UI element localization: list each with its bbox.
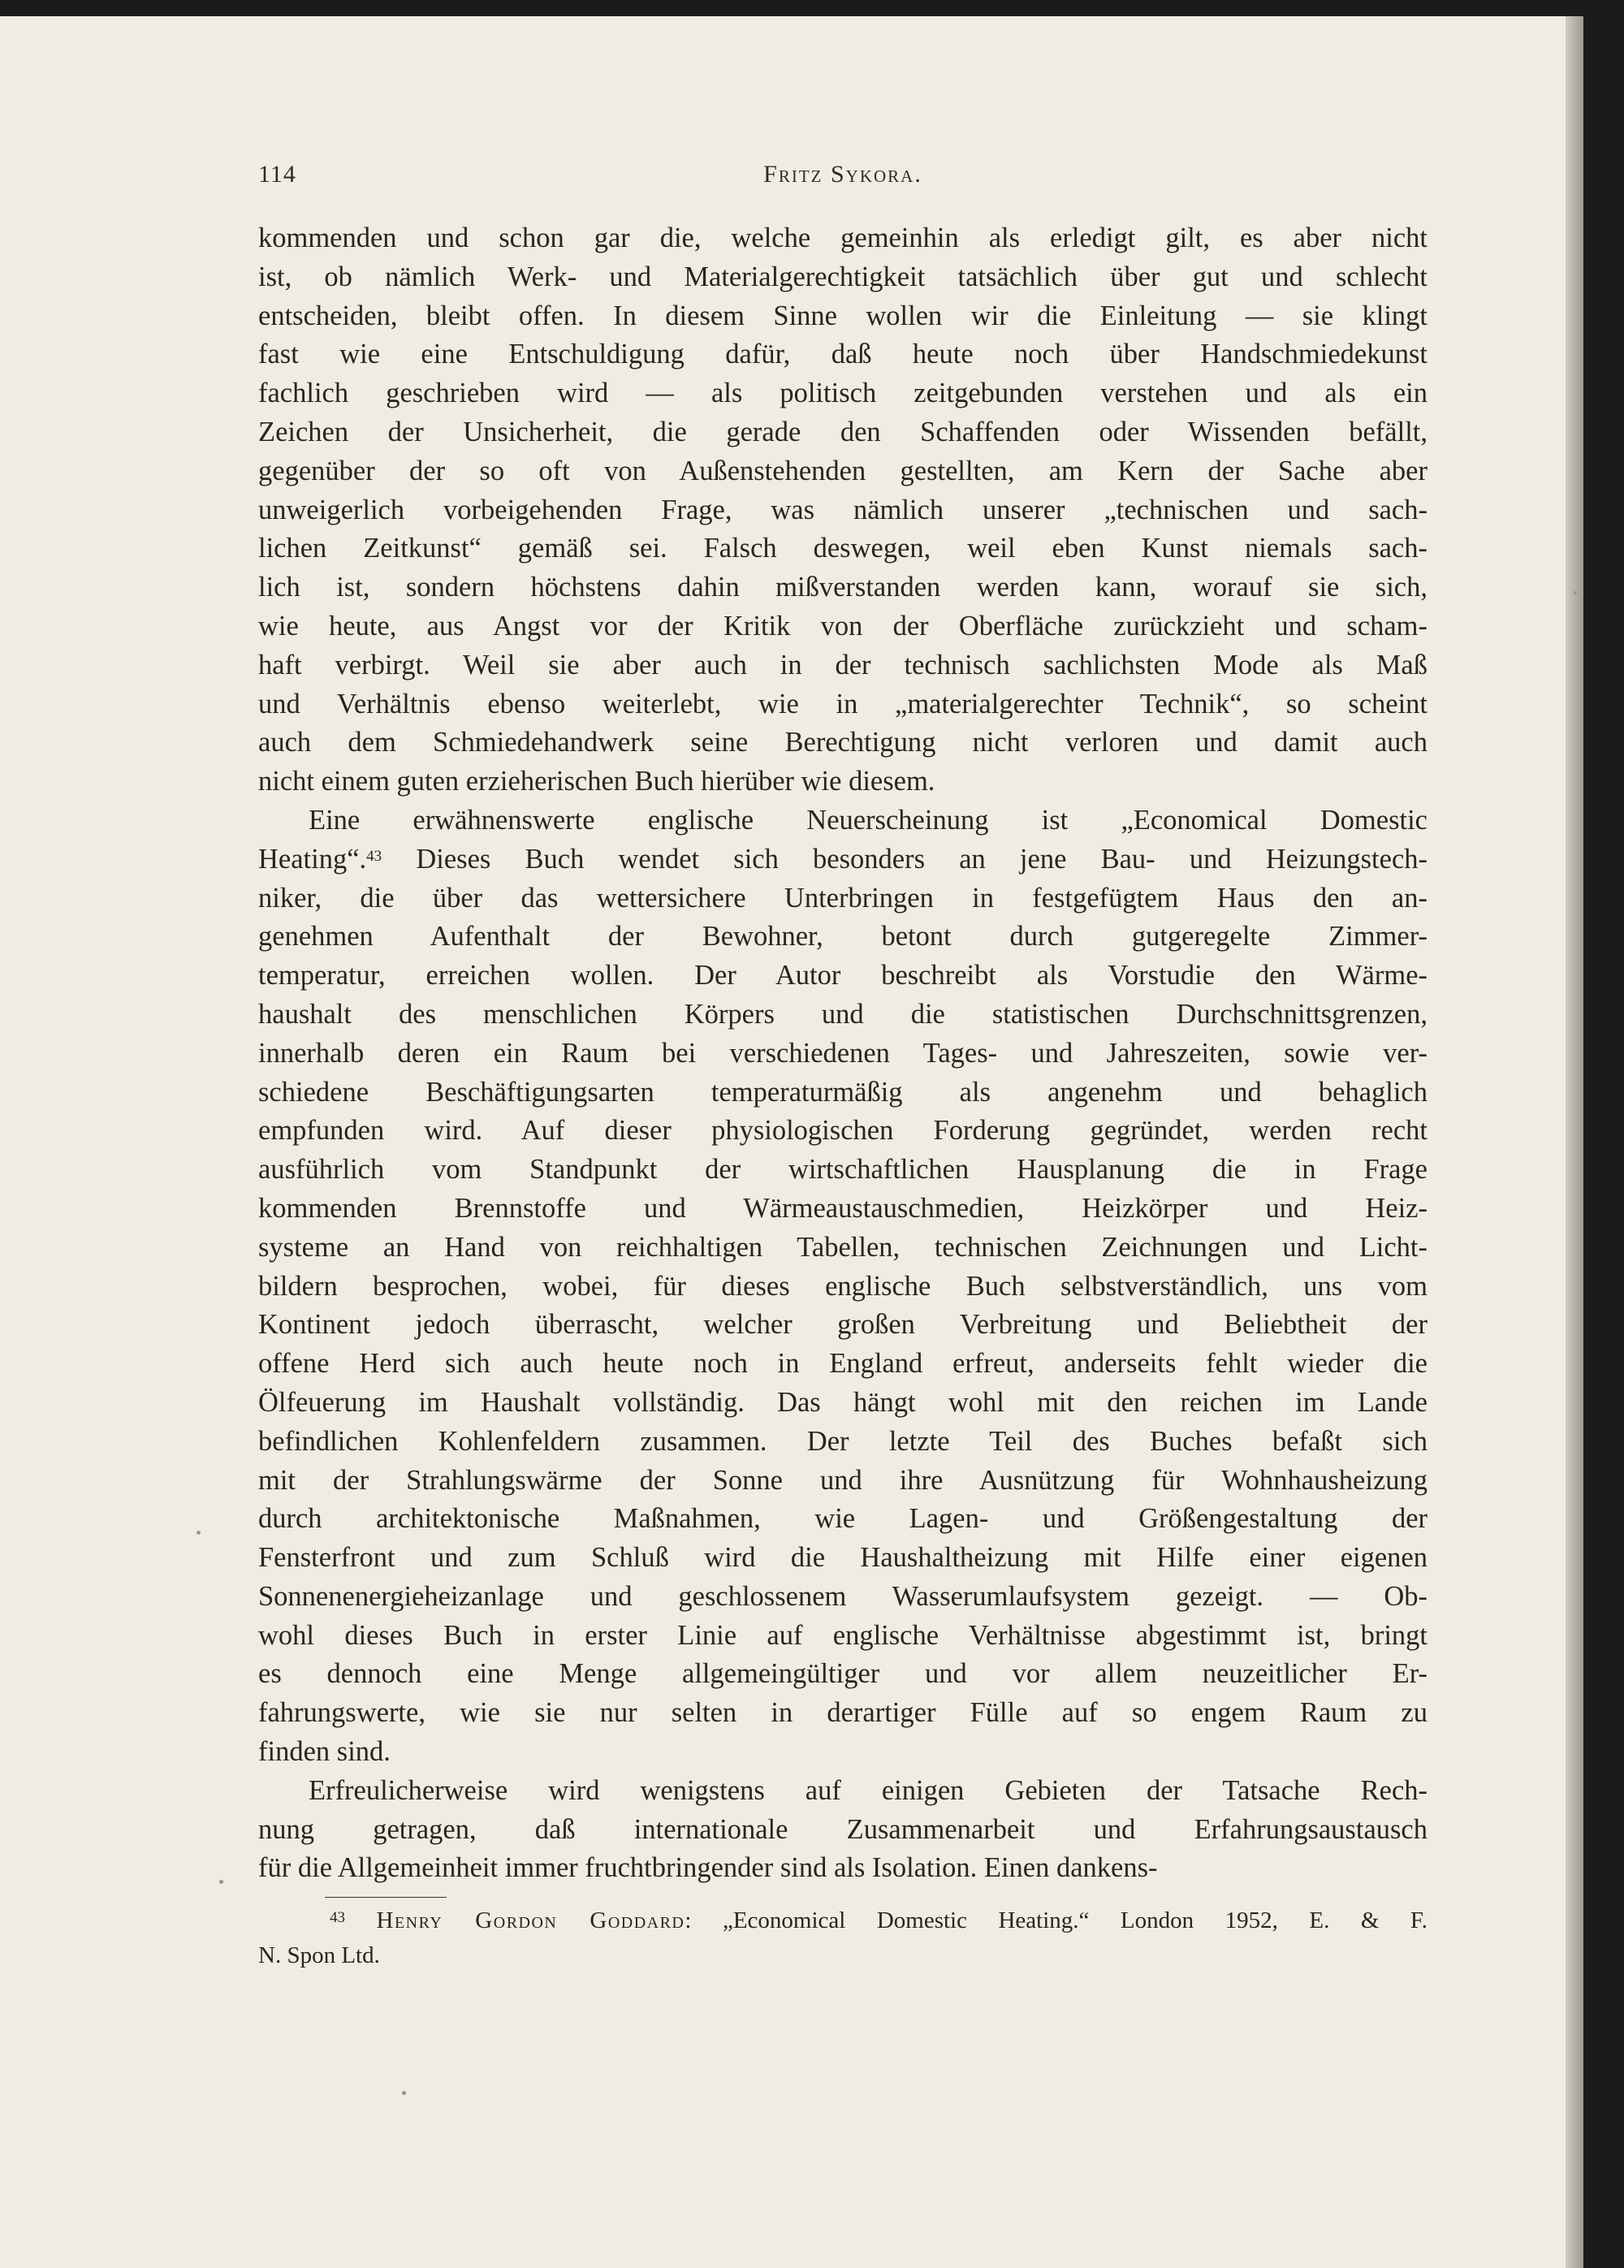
text-line: lichen Zeitkunst“ gemäß sei. Falsch deswegen, weil eben Kunst niemals sach- [258,533,1427,564]
text-line: offene Herd sich auch heute noch in England erfreut, anderseits fehlt wieder die [258,1348,1427,1380]
paper-speck [1574,591,1577,594]
paragraph [258,801,1427,1772]
text-line: unweigerlich vorbeigehenden Frage, was nämlich unserer „technischen und sach- [258,494,1427,525]
text-line: Heating“.$^{43}$ Dieses Buch wendet sich besonders an jene Bau- und Heizungstech- [258,843,1427,875]
text-line: auch dem Schmiedehandwerk seine Berechtigung nicht verloren und damit auch [258,727,1427,758]
paragraph [258,1772,1427,1888]
footnote-line [258,1903,1427,1938]
text-line: Sonnenenergieheizanlage und geschlossenem Wasserumlaufsystem gezeigt. — Ob- [258,1580,1427,1612]
text-line: befindlichen Kohlenfeldern zusammen. Der letzte Teil des Buches befaßt sich [258,1425,1427,1457]
text-line: wohl dieses Buch in erster Linie auf englische Verhältnisse abgestimmt ist, bringt [258,1619,1427,1651]
paper-speck [402,2091,406,2095]
text-line: es dennoch eine Menge allgemeingültiger und vor allem neuzeitlicher Er- [258,1658,1427,1690]
text-line: empfunden wird. Auf dieser physiologischen Forderung gegründet, werden recht [258,1115,1427,1147]
page-header [258,161,1427,193]
text-line: niker, die über das wettersichere Unterbringen in festgefügtem Haus den an- [258,882,1427,914]
paper-speck [197,1531,201,1535]
footnote-marker: 43 [330,1909,345,1926]
text-line: durch architektonische Maßnahmen, wie Lagen- und Größengestaltung der [258,1503,1427,1535]
footnote-reference: 43 [366,847,382,865]
footnote-rule [325,1897,447,1898]
paper-speck [219,1880,223,1884]
running-head: Fritz Sykora. [763,161,922,188]
text-line: systeme an Hand von reichhaltigen Tabellen, technischen Zeichnungen und Licht- [258,1231,1427,1263]
text-line: mit der Strahlungswärme der Sonne und ihre Ausnützung für Wohnhausheizung [258,1464,1427,1496]
footnote-author: Henry Gordon Goddard [376,1907,685,1933]
footnote [258,1903,1427,1973]
text-line: für die Allgemeinheit immer fruchtbringender sind als Isolation. Einen dankens- [258,1852,1158,1884]
text-line: haft verbirgt. Weil sie aber auch in der technisch sachlichsten Mode als Maß [258,649,1427,680]
text-line: finden sind. [258,1736,391,1768]
text-line: Zeichen der Unsicherheit, die gerade den Schaffenden oder Wissenden befällt, [258,416,1427,447]
paragraph [258,219,1427,801]
footnote-line: N. Spon Ltd. [258,1942,380,1968]
text-line: fachlich geschrieben wird — als politisch zeitgebunden verstehen und als ein [258,378,1427,409]
text-line: bildern besprochen, wobei, für dieses englische Buch selbstverständlich, uns vom [258,1270,1427,1302]
page-number: 114 [258,161,296,188]
footnote-citation: : „Economical Domestic Heating.“ London 1952, E. & F. [685,1907,1427,1933]
text-line: kommenden und schon gar die, welche gemeinhin als erledigt gilt, es aber nicht [258,222,1427,253]
text-line: kommenden Brennstoffe und Wärmeaustauschmedien, Heizkörper und Heiz- [258,1192,1427,1224]
text-line: innerhalb deren ein Raum bei verschiedenen Tages- und Jahreszeiten, sowie ver- [258,1037,1427,1069]
text-line: Eine erwähnenswerte englische Neuerscheinung ist „Economical Domestic [309,804,1427,836]
text-line: genehmen Aufenthalt der Bewohner, betont durch gutgeregelte Zimmer- [258,921,1427,953]
text-line: fahrungswerte, wie sie nur selten in derartiger Fülle auf so engem Raum zu [258,1697,1427,1729]
text-line: entscheiden, bleibt offen. In diesem Sinne wollen wir die Einleitung — sie klingt [258,300,1427,331]
text-line: und Verhältnis ebenso weiterlebt, wie in „materialgerechter Technik“, so scheint [258,688,1427,719]
book-page [0,16,1583,2268]
text-line: ausführlich vom Standpunkt der wirtschaftlichen Hausplanung die in Frage [258,1154,1427,1186]
text-line: ist, ob nämlich Werk- und Materialgerechtigkeit tatsächlich über gut und schlecht [258,261,1427,292]
text-line: gegenüber der so oft von Außenstehenden gestellten, am Kern der Sache aber [258,455,1427,486]
text-line: nung getragen, daß internationale Zusammenarbeit und Erfahrungsaustausch [258,1813,1427,1845]
text-line: nicht einem guten erzieherischen Buch hierüber wie diesem. [258,766,935,797]
text-line: schiedene Beschäftigungsarten temperaturmäßig als angenehm und behaglich [258,1076,1427,1108]
text-line: Erfreulicherweise wird wenigstens auf einigen Gebieten der Tatsache Rech- [309,1774,1427,1806]
text-line: haushalt des menschlichen Körpers und die statistischen Durchschnittsgrenzen, [258,998,1427,1030]
body-text [258,219,1427,1888]
text-line: Fensterfront und zum Schluß wird die Haushaltheizung mit Hilfe einer eigenen [258,1542,1427,1574]
text-line: temperatur, erreichen wollen. Der Autor beschreibt als Vorstudie den Wärme- [258,960,1427,991]
text-line: fast wie eine Entschuldigung dafür, daß heute noch über Handschmiedekunst [258,339,1427,370]
page-edge-shadow [1566,16,1583,2268]
text-line: Kontinent jedoch überrascht, welcher großen Verbreitung und Beliebtheit der [258,1309,1427,1341]
text-line: Ölfeuerung im Haushalt vollständig. Das hängt wohl mit den reichen im Lande [258,1386,1427,1418]
text-line: lich ist, sondern höchstens dahin mißverstanden werden kann, worauf sie sich, [258,572,1427,603]
text-line: wie heute, aus Angst vor der Kritik von der Oberfläche zurückzieht und scham- [258,610,1427,642]
